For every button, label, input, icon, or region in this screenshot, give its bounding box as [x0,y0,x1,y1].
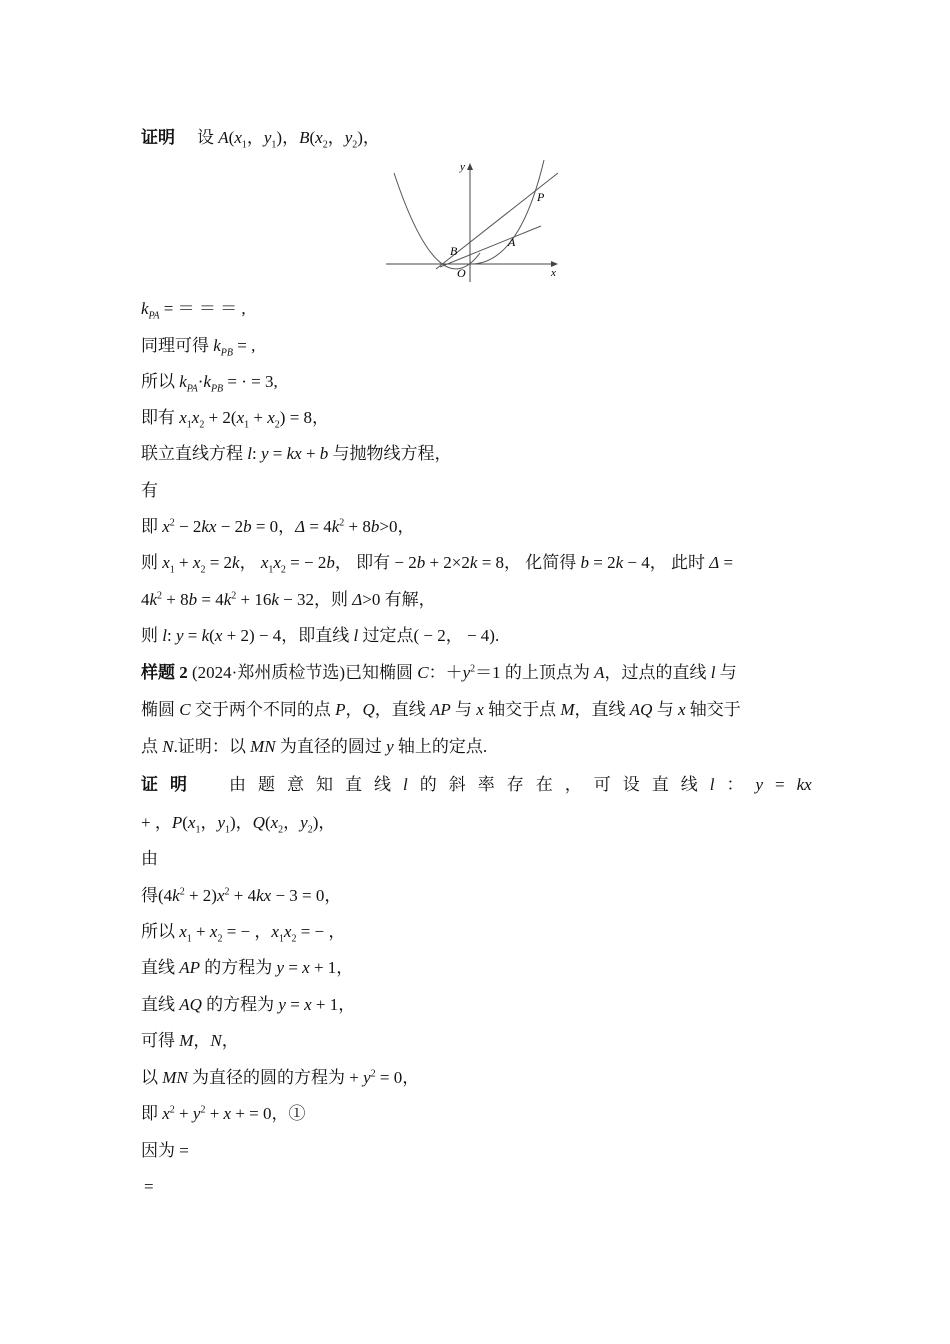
combined-equation-line: 得$(4k^2 + 2)x^2 + 4kx - 3 = 0$， [141,886,342,905]
circle-equation-line: 以 MN 为直径的圆的方程为 + $y^2 = 0$， [141,1068,420,1087]
because-line: 因为 = [141,1141,189,1160]
vieta-2-line: 所以 $x_1 + x_2$ = − ，$x_1x_2$ = − ， [141,922,346,945]
slope-pa-line: $k_{PA}$ = ＝ ＝ ＝ , [141,299,246,322]
parabola-diagram [386,158,561,283]
relation-line: 即有 $x_1x_2 + 2(x_1 + x_2) = 8$， [141,408,330,431]
points-mn-line: 可得 M，N， [141,1031,239,1050]
fixed-point-line: 则 l: y = k(x + 2) − 4，即直线 l 过定点( − 2， − 4). [141,626,500,645]
expanded-circle-line: 即 $x^2 + y^2 + x$ + = 0，① [141,1104,306,1123]
point-b-label: B [450,244,458,258]
origin-label: O [457,266,466,280]
parabola-curve [470,160,544,264]
point-p-label: P [537,190,545,204]
vieta-line: 则 $x_1 + x_2 = 2k$， $x_1x_2$ = − 2b， 即有 − 2b + 2×2k = 8， 化简得 b = 2k − 4， 此时 Δ = [141,553,734,576]
equals-line: = [144,1177,154,1196]
line-ap-equation: 直线 AP 的方程为 y = x + 1， [141,958,354,977]
example-2-line-2: 椭圆 C 交于两个不同的点 P，Q，直线 AP 与 x 轴交于点 M，直线 AQ 与 x 轴交于 [141,700,741,719]
left-curve [394,173,480,269]
example-2-line-3: 点 N.证明：以 MN 为直径的圆过 y 轴上的定点. [141,737,488,756]
x-axis-label: x [551,267,556,279]
example-label: 样题 2 [141,663,188,682]
y-axis-label: y [460,161,465,173]
slope-product-line: 所以 $k_{PA}\cdot k_{PB}$ = · = 3, [141,372,278,395]
discriminant-line: $4k^2 + 8b = 4k^2 + 16k - 32$，则 Δ>0 有解， [141,590,436,609]
points-line: + ，$P(x_1$，$y_1$)，$Q(x_2$，$y_2$)， [141,813,336,836]
from-line: 由 [141,849,158,868]
line-aq-equation: 直线 AQ 的方程为 y = x + 1， [141,995,356,1014]
quadratic-line: 即 $x^2 - 2kx - 2b = 0$，$\Delta = 4k^2 + 8b>0$， [141,517,415,536]
parabola-figure [386,158,561,283]
point-a-label: A [508,235,516,249]
proof-2-intro: 证 明 由 题 意 知 直 线 l 的 斜 率 存 在 ， 可 设 直 线 l ： y = kx [141,775,812,794]
simultaneous-line: 联立直线方程 l: y = kx + b 与抛物线方程， [141,444,452,463]
slope-pb-line: 同理可得 $k_{PB}$ = , [141,336,256,359]
proof-1-intro: 证明 设 $A(x_1$，$y_1$)，$B(x_2$，$y_2$)， [141,128,380,151]
example-2-line-1: 样题 2 (2024·郑州质检节选)已知椭圆 C：$+y^2=1$ 的上顶点为 A，过点的直线 l 与 [141,663,737,682]
have-line: 有 [141,481,158,500]
proof-label: 证明 [141,128,175,147]
y-axis-arrow [467,163,473,170]
